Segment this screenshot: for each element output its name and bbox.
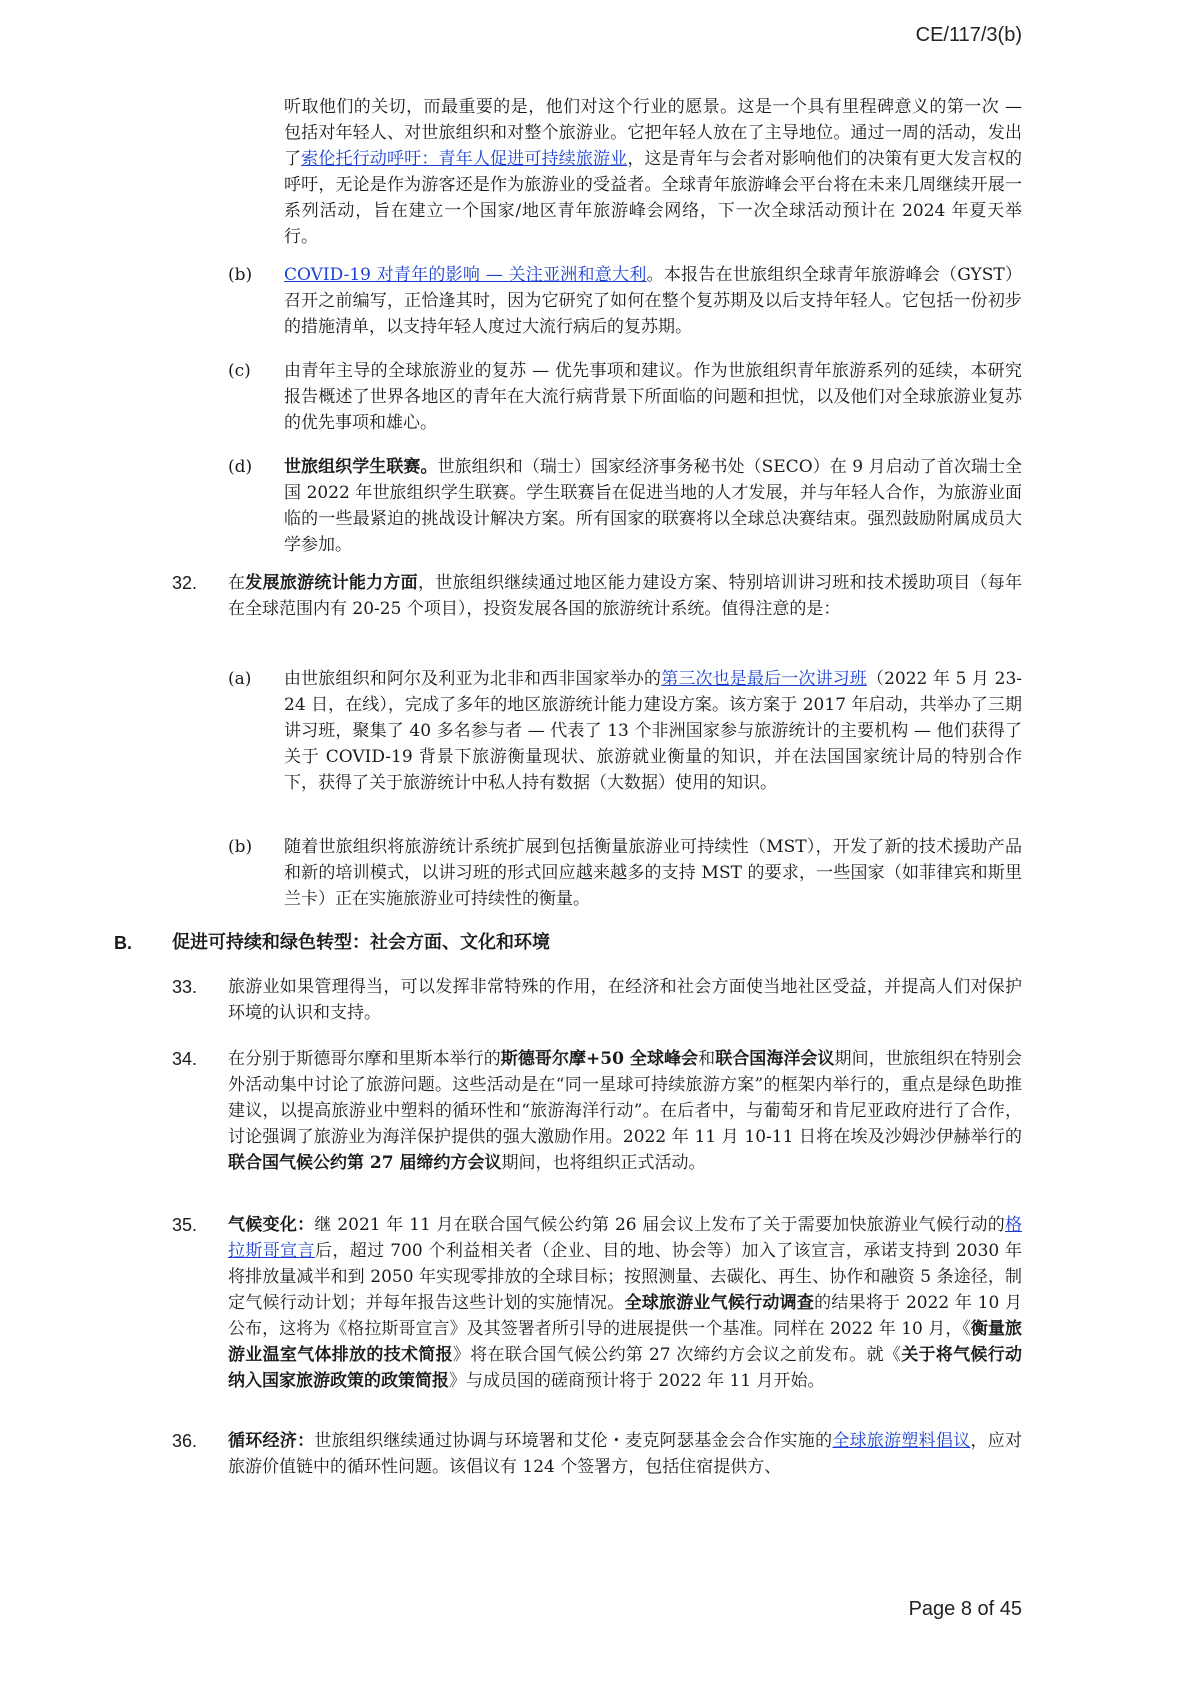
para-33-text: 旅游业如果管理得当，可以发挥非常特殊的作用，在经济和社会方面使当地社区受益，并提高人们对保护环境的认识和支持。	[228, 977, 1022, 1023]
intro-text-1: 听取他们的关切，而最重要的是，他们对这个行业的愿景。这是一个具有里程碑意义的第一次 — 包括对年轻人、对世旅组织和对整个旅游业。它把年轻人放在了主导地位。通过一周的活动，发出了	[284, 97, 1022, 169]
glasgow-declaration-link[interactable]: 格拉斯哥宣言	[228, 1215, 1023, 1261]
para-35-text-2: 后，超过 700 个利益相关者（企业、目的地、协会等）加入了该宣言，承诺支持到 2030 年将排放量减半和到 2050 年实现零排放的全球目标；按照测量、去碳化、再生、协作和融资 5 条途径，制定气候行动计划；并每年报告这些计划的实施情况。	[228, 1241, 1023, 1313]
para-35-text-3: 的结果将于 2022 年 10 月公布，这将为《格拉斯哥宣言》及其签署者所引导的进展提供一个基准。同样在 2022 年 10 月，《	[228, 1293, 1023, 1339]
document-reference: CE/117/3(b)	[915, 24, 1022, 46]
final-workshop-link[interactable]: 第三次也是最后一次讲习班	[661, 669, 867, 689]
item-32a-text-1: 由世旅组织和阿尔及利亚为北非和西非国家举办的	[284, 669, 662, 689]
item-32b-text: 随着世旅组织将旅游统计系统扩展到包括衡量旅游业可持续性（MST），开发了新的技术援助产品和新的培训模式，以讲习班的形式回应越来越多的支持 MST 的要求，一些国家（如菲律宾和斯里兰卡）正在实施旅游业可持续性的衡量。	[284, 837, 1022, 909]
item-label-b: (b)	[228, 265, 253, 285]
paragraph-number-32: 32.	[172, 573, 198, 593]
cop27-bold: 联合国气候公约第 27 届缔约方会议	[228, 1153, 502, 1173]
item-31b-text: 。本报告在世旅组织全球青年旅游峰会（GYST）召开之前编写，正恰逢其时，因为它研究了如何在整个复苏期及以后支持年轻人。它包括一份初步的措施清单，以支持年轻人度过大流行病后的复苏期。	[284, 265, 1022, 337]
item-label-a: (a)	[228, 669, 252, 689]
policy-brief-bold: 关于将气候行动纳入国家旅游政策的政策简报	[228, 1345, 1022, 1391]
para-35-text-5: 》与成员国的磋商预计将于 2022 年 11 月开始。	[449, 1371, 825, 1391]
para-34-text-3: 期间，世旅组织在特别会外活动集中讨论了旅游问题。这些活动是在“同一星球可持续旅游方案”的框架内举行的，重点是绿色助推建议，以提高旅游业中塑料的循环性和“旅游海洋行动”。在后者中，与葡萄牙和肯尼亚政府进行了合作，讨论强调了旅游业为海洋保护提供的强大激励作用。2022 年 11 月 10-11 日将在埃及沙姆沙伊赫举行的	[228, 1049, 1023, 1147]
item-32a-text-2: （2022 年 5 月 23-24 日，在线），完成了多年的地区旅游统计能力建设方案。该方案于 2017 年启动，共举办了三期讲习班，聚集了 40 多名参与者 — 代表了 13 个非洲国家参与旅游统计的主要机构 — 他们获得了关于 COVID-19 背景下旅游衡量现状、旅游就业衡量的知识，并在法国国家统计局的特别合作下，获得了关于旅游统计中私人持有数据（大数据）使用的知识。	[284, 669, 1023, 793]
paragraph-32	[228, 570, 1022, 622]
circular-economy-bold: 循环经济：	[228, 1431, 315, 1451]
item-label-d: (d)	[228, 457, 253, 477]
item-31c-text: 由青年主导的全球旅游业的复苏 — 优先事项和建议。作为世旅组织青年旅游系列的延续，本研究报告概述了世界各地区的青年在大流行病背景下所面临的问题和担忧，以及他们对全球旅游业复苏的优先事项和雄心。	[284, 361, 1022, 433]
para-32-bold: 发展旅游统计能力方面	[245, 573, 418, 593]
item-31c-paragraph	[284, 358, 1022, 436]
paragraph-33	[228, 974, 1022, 1026]
para-35-text-4: 》将在联合国气候公约第 27 次缔约方会议之前发布。就《	[452, 1345, 902, 1365]
para-34-text-4: 期间，也将组织正式活动。	[501, 1153, 706, 1173]
para-35-text-1: 继 2021 年 11 月在联合国气候公约第 26 届会议上发布了关于需要加快旅游业气候行动的	[314, 1215, 1006, 1235]
paragraph-number-34: 34.	[172, 1049, 198, 1069]
item-31b-paragraph	[284, 262, 1022, 340]
covid-youth-report-link[interactable]: COVID-19 对青年的影响 — 关注亚洲和意大利	[284, 265, 647, 285]
intro-text-2: ，这是青年与会者对影响他们的决策有更大发言权的呼吁，无论是作为游客还是作为旅游业的受益者。全球青年旅游峰会平台将在未来几周继续开展一系列活动，旨在建立一个国家/地区青年旅游峰会网络，下一次全球活动预计在 2024 年夏天举行。	[284, 149, 1023, 247]
stockholm-summit-bold: 斯德哥尔摩+50 全球峰会	[500, 1049, 699, 1069]
paragraph-number-33: 33.	[172, 977, 198, 997]
paragraph-number-35: 35.	[172, 1215, 198, 1235]
ghg-brief-bold: 衡量旅游业温室气体排放的技术简报	[228, 1319, 1022, 1365]
ocean-conference-bold: 联合国海洋会议	[715, 1049, 835, 1069]
para-34-text-2: 和	[698, 1049, 716, 1069]
sorrento-call-link[interactable]: 索伦托行动呼吁：青年人促进可持续旅游业	[301, 149, 628, 169]
paragraph-35	[228, 1212, 1022, 1394]
section-letter: B.	[114, 933, 132, 953]
page-number: Page 8 of 45	[908, 1598, 1022, 1620]
item-32a-paragraph	[284, 666, 1022, 796]
plastics-initiative-link[interactable]: 全球旅游塑料倡议	[832, 1431, 971, 1451]
para-36-text-2: ，应对旅游价值链中的循环性问题。该倡议有 124 个签署方，包括住宿提供方、	[228, 1431, 1023, 1477]
student-league-heading: 世旅组织学生联赛。	[284, 457, 438, 477]
item-31d-text: 世旅组织和（瑞士）国家经济事务秘书处（SECO）在 9 月启动了首次瑞士全国 2022 年世旅组织学生联赛。学生联赛旨在促进当地的人才发展，并与年轻人合作，为旅游业面临的一些最紧迫的挑战设计解决方案。所有国家的联赛将以全球总决赛结束。强烈鼓励附属成员大学参加。	[284, 457, 1023, 555]
paragraph-34	[228, 1046, 1022, 1176]
climate-change-bold: 气候变化：	[228, 1215, 315, 1235]
section-title: 促进可持续和绿色转型：社会方面、文化和环境	[172, 932, 550, 953]
para-34-text-1: 在分别于斯德哥尔摩和里斯本举行的	[228, 1049, 501, 1069]
para-36-text-1: 世旅组织继续通过协调与环境署和艾伦・麦克阿瑟基金会合作实施的	[314, 1431, 833, 1451]
para-32-text-1: 在	[228, 573, 246, 593]
paragraph-36	[228, 1428, 1022, 1480]
item-32b-paragraph	[284, 834, 1022, 912]
climate-survey-bold: 全球旅游业气候行动调查	[624, 1293, 815, 1313]
para-32-text-2: ，世旅组织继续通过地区能力建设方案、特别培训讲习班和技术援助项目（每年在全球范围内有 20-25 个项目），投资发展各国的旅游统计系统。值得注意的是：	[228, 573, 1023, 619]
paragraph-number-36: 36.	[172, 1431, 198, 1451]
item-label-b-2: (b)	[228, 837, 253, 857]
item-31d-paragraph	[284, 454, 1022, 558]
item-label-c: (c)	[228, 361, 251, 381]
intro-paragraph	[284, 94, 1022, 250]
